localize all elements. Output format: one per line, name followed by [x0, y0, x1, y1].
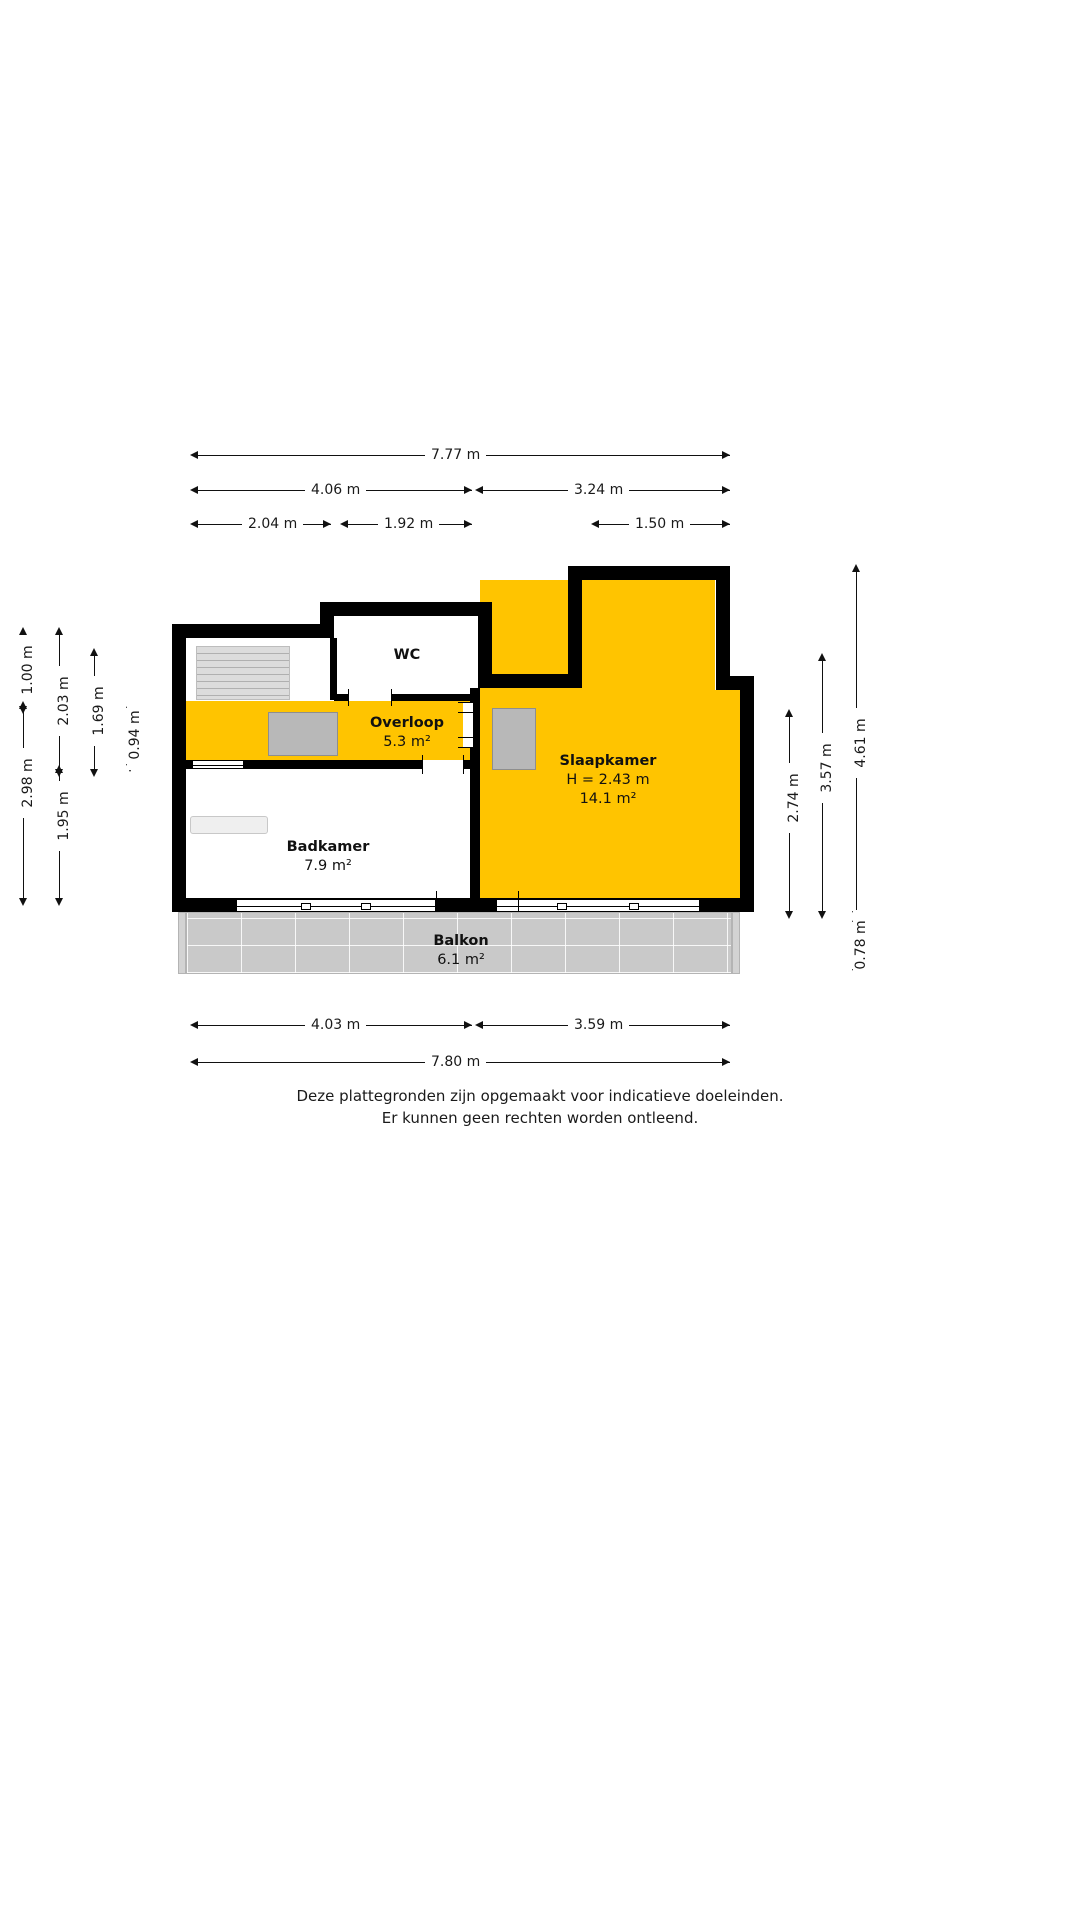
wall-exterior-top-wc	[320, 602, 492, 616]
wall-exterior-top-slaapkamer	[568, 566, 730, 580]
room-height-slaapkamer: H = 2.43 m	[566, 772, 650, 788]
dimension-arrow	[785, 709, 793, 717]
dimension-arrow	[785, 911, 793, 919]
disclaimer-line-1: Deze plattegronden zijn opgemaakt voor indicatieve doeleinden.	[296, 1087, 784, 1105]
room-fill-badkamer	[186, 766, 470, 906]
room-area-balkon: 6.1 m²	[437, 952, 485, 968]
room-area-badkamer: 7.9 m²	[304, 858, 352, 874]
bathroom-fixture	[190, 816, 268, 834]
wall-slaapkamer-right-upper	[716, 566, 730, 684]
dimension-label-left-1: 1.00 m	[20, 635, 36, 705]
wall-exterior-right	[740, 676, 754, 912]
dimension-label-top-left: 4.06 m	[305, 482, 366, 498]
dimension-arrow	[852, 564, 860, 572]
room-label-wc	[340, 646, 474, 665]
dimension-arrow	[90, 648, 98, 656]
door-wc	[348, 694, 392, 701]
window-slaapkamer-balcony	[496, 899, 700, 912]
dimension-label-bottom-right: 3.59 m	[568, 1017, 629, 1033]
dimension-arrow	[464, 486, 472, 494]
door-jamb	[422, 755, 423, 774]
dimension-label-top-seg2: 1.92 m	[378, 516, 439, 532]
dimension-arrow	[591, 520, 599, 528]
door-jamb	[458, 702, 480, 703]
room-name-wc: WC	[393, 647, 421, 663]
room-area-overloop: 5.3 m²	[383, 734, 431, 750]
dimension-arrow	[818, 653, 826, 661]
room-name-balkon: Balkon	[433, 933, 489, 949]
dimension-arrow	[19, 627, 27, 635]
wall-notch-horizontal	[478, 674, 582, 688]
window-overloop-left	[192, 760, 244, 769]
balcony-rail-right	[732, 912, 740, 974]
room-name-overloop: Overloop	[369, 715, 445, 731]
dimension-arrow	[722, 1058, 730, 1066]
dimension-label-top-seg3: 1.50 m	[629, 516, 690, 532]
dimension-label-top-seg1: 2.04 m	[242, 516, 303, 532]
door-jamb	[348, 689, 349, 706]
room-label-overloop	[318, 714, 496, 752]
dimension-label-right-2: 3.57 m	[819, 733, 835, 803]
door-badkamer	[422, 760, 464, 769]
wall-exterior-left	[172, 624, 186, 912]
room-label-balkon	[396, 932, 526, 970]
room-area-slaapkamer: 14.1 m²	[579, 791, 637, 807]
window-badkamer-balcony	[236, 899, 436, 912]
dimension-label-bottom-total: 7.80 m	[425, 1054, 486, 1070]
dimension-arrow	[722, 486, 730, 494]
dimension-label-left-2: 2.03 m	[56, 666, 72, 736]
dimension-arrow	[190, 520, 198, 528]
dimension-arrow	[55, 627, 63, 635]
dimension-arrow	[190, 1058, 198, 1066]
dimension-arrow	[464, 1021, 472, 1029]
room-label-slaapkamer	[520, 752, 696, 809]
dimension-arrow	[464, 520, 472, 528]
balcony-rail-left	[178, 912, 186, 974]
dimension-label-left-6: 1.95 m	[56, 781, 72, 851]
room-name-badkamer: Badkamer	[286, 839, 370, 855]
door-jamb	[391, 689, 392, 706]
dimension-arrow	[340, 520, 348, 528]
dimension-arrow	[818, 911, 826, 919]
dimension-arrow	[55, 765, 63, 773]
wall-exterior-top-left	[172, 624, 322, 638]
wall-interior-wc-left	[330, 638, 337, 700]
dimension-label-left-4: 0.94 m	[127, 700, 143, 770]
dimension-arrow	[722, 1021, 730, 1029]
wall-slaapkamer-left-upper	[568, 566, 582, 688]
disclaimer-line-2: Er kunnen geen rechten worden ontleend.	[381, 1109, 699, 1127]
dimension-arrow	[90, 769, 98, 777]
door-jamb	[463, 755, 464, 774]
door-jamb	[458, 712, 480, 713]
dimension-label-right-3: 2.74 m	[786, 763, 802, 833]
dimension-arrow	[19, 701, 27, 709]
room-name-slaapkamer: Slaapkamer	[559, 753, 657, 769]
dimension-label-left-5: 2.98 m	[20, 748, 36, 818]
dimension-label-bottom-left: 4.03 m	[305, 1017, 366, 1033]
dimension-arrow	[323, 520, 331, 528]
dimension-arrow	[475, 1021, 483, 1029]
dimension-arrow	[55, 898, 63, 906]
dimension-arrow	[190, 451, 198, 459]
dimension-label-right-1: 4.61 m	[853, 708, 869, 778]
dimension-arrow	[475, 486, 483, 494]
dimension-label-top-right: 3.24 m	[568, 482, 629, 498]
dimension-arrow	[722, 520, 730, 528]
stair-landing	[289, 646, 300, 700]
dimension-label-left-3: 1.69 m	[91, 676, 107, 746]
staircase	[196, 646, 298, 700]
dimension-label-top-total: 7.77 m	[425, 447, 486, 463]
dimension-arrow	[190, 486, 198, 494]
dimension-arrow	[190, 1021, 198, 1029]
dimension-arrow	[19, 898, 27, 906]
room-label-badkamer	[244, 838, 412, 876]
dimension-label-right-4: 0.78 m	[853, 910, 869, 980]
dimension-arrow	[722, 451, 730, 459]
